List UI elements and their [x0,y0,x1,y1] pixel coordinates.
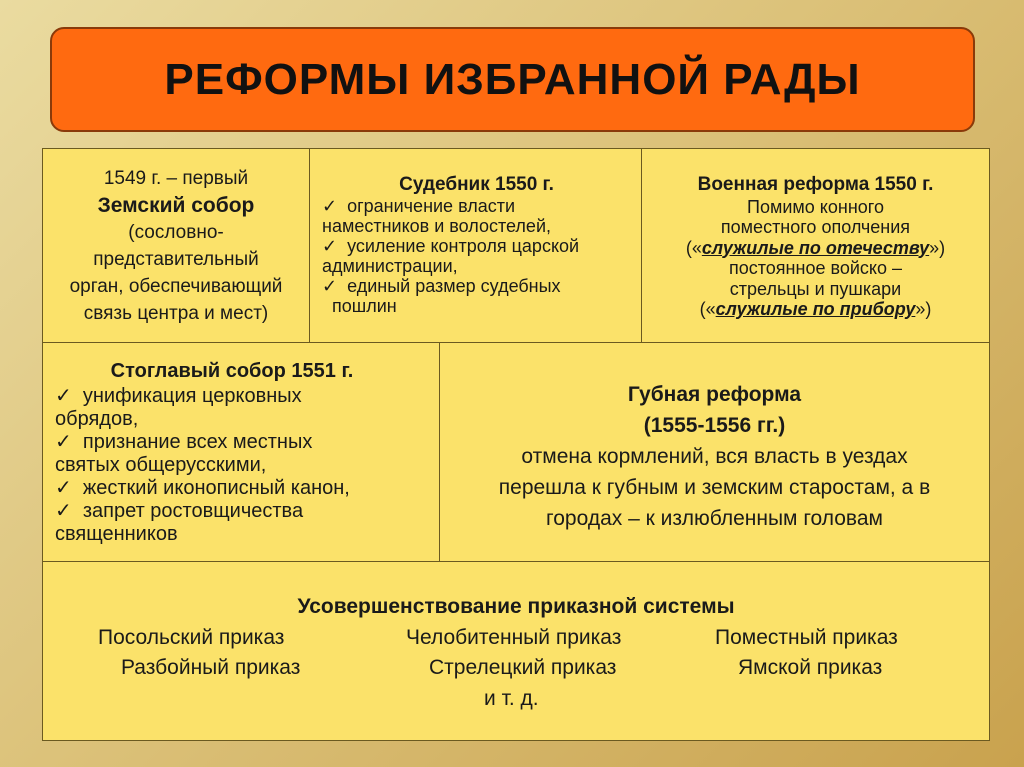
sudebnik-cell [309,148,642,343]
stoglav-item: обрядов, [55,408,139,430]
prikaz-item: Посольский приказ [98,626,285,649]
military-reform-cell [641,148,990,343]
gubnaya-heading: Губная реформа [627,383,802,406]
sudebnik-item: наместников и волостелей, [322,216,551,236]
military-line-1: Помимо конного [747,196,884,217]
military-line-6 [642,299,989,320]
zemsky-line-5: орган, обеспечивающий [69,276,283,297]
military-line-3 [642,238,989,259]
military-line-2: поместного ополчения [720,217,911,237]
page-title: РЕФОРМЫ ИЗБРАННОЙ РАДЫ [164,54,861,104]
gubnaya-dates: (1555-1556 гг.) [643,414,786,437]
prikaz-item: Челобитенный приказ [406,626,622,649]
sudebnik-item: ✓ единый размер судебных [322,276,561,296]
prikaz-item: Стрелецкий приказ [429,656,617,679]
military-term-otechestvu: служилые по отечеству [701,237,930,258]
stoglav-item: ✓ запрет ростовщичества [55,500,304,522]
zemsky-line-4: представительный [93,249,259,270]
zemsky-line-1: 1549 г. – первый [103,168,249,189]
zemsky-line-2: Земский собор [97,194,255,217]
military-line-5: стрельцы и пушкари [729,278,902,299]
sudebnik-heading: Судебник 1550 г. [399,174,554,195]
stoglav-sobor-cell [42,342,440,562]
prikaz-system-cell [42,561,990,741]
stoglav-heading: Стоглавый собор 1551 г. [110,360,354,382]
quote-close: ») [929,237,946,258]
stoglav-item: ✓ жесткий иконописный канон, [55,477,350,499]
prikaz-item: Ямской приказ [738,656,883,679]
sudebnik-item: ✓ усиление контроля царской [322,236,580,256]
prikaz-etc: и т. д. [484,687,539,710]
zemsky-line-3: (сословно- [128,222,224,243]
stoglav-item: священников [55,523,178,545]
sudebnik-item: ✓ ограничение власти [322,196,516,216]
title-banner [50,27,975,132]
quote-open: (« [685,237,702,258]
zemsky-line-6: связь центра и мест) [83,303,269,324]
quote-close: ») [915,299,932,319]
military-heading: Военная реформа 1550 г. [697,174,934,195]
quote-open: (« [699,299,716,319]
zemsky-sobor-cell [42,148,310,343]
stoglav-item: ✓ унификация церковных [55,385,302,407]
gubnaya-line-3: городах – к излюбленным головам [546,507,883,530]
prikaz-item: Поместный приказ [715,626,898,649]
military-line-4: постоянное войско – [729,258,902,278]
prikaz-heading: Усовершенствование приказной системы [297,595,735,618]
stoglav-item: ✓ признание всех местных [55,431,313,453]
gubnaya-reform-cell [439,342,990,562]
gubnaya-line-1: отмена кормлений, вся власть в уездах [521,445,908,468]
prikaz-item: Разбойный приказ [121,656,301,679]
military-term-priboru: служилые по прибору [715,299,916,319]
sudebnik-item: пошлин [322,296,397,316]
gubnaya-line-2: перешла к губным и земским старостам, а в [498,476,931,499]
stoglav-item: святых общерусскими, [55,454,267,476]
sudebnik-item: администрации, [322,256,458,276]
